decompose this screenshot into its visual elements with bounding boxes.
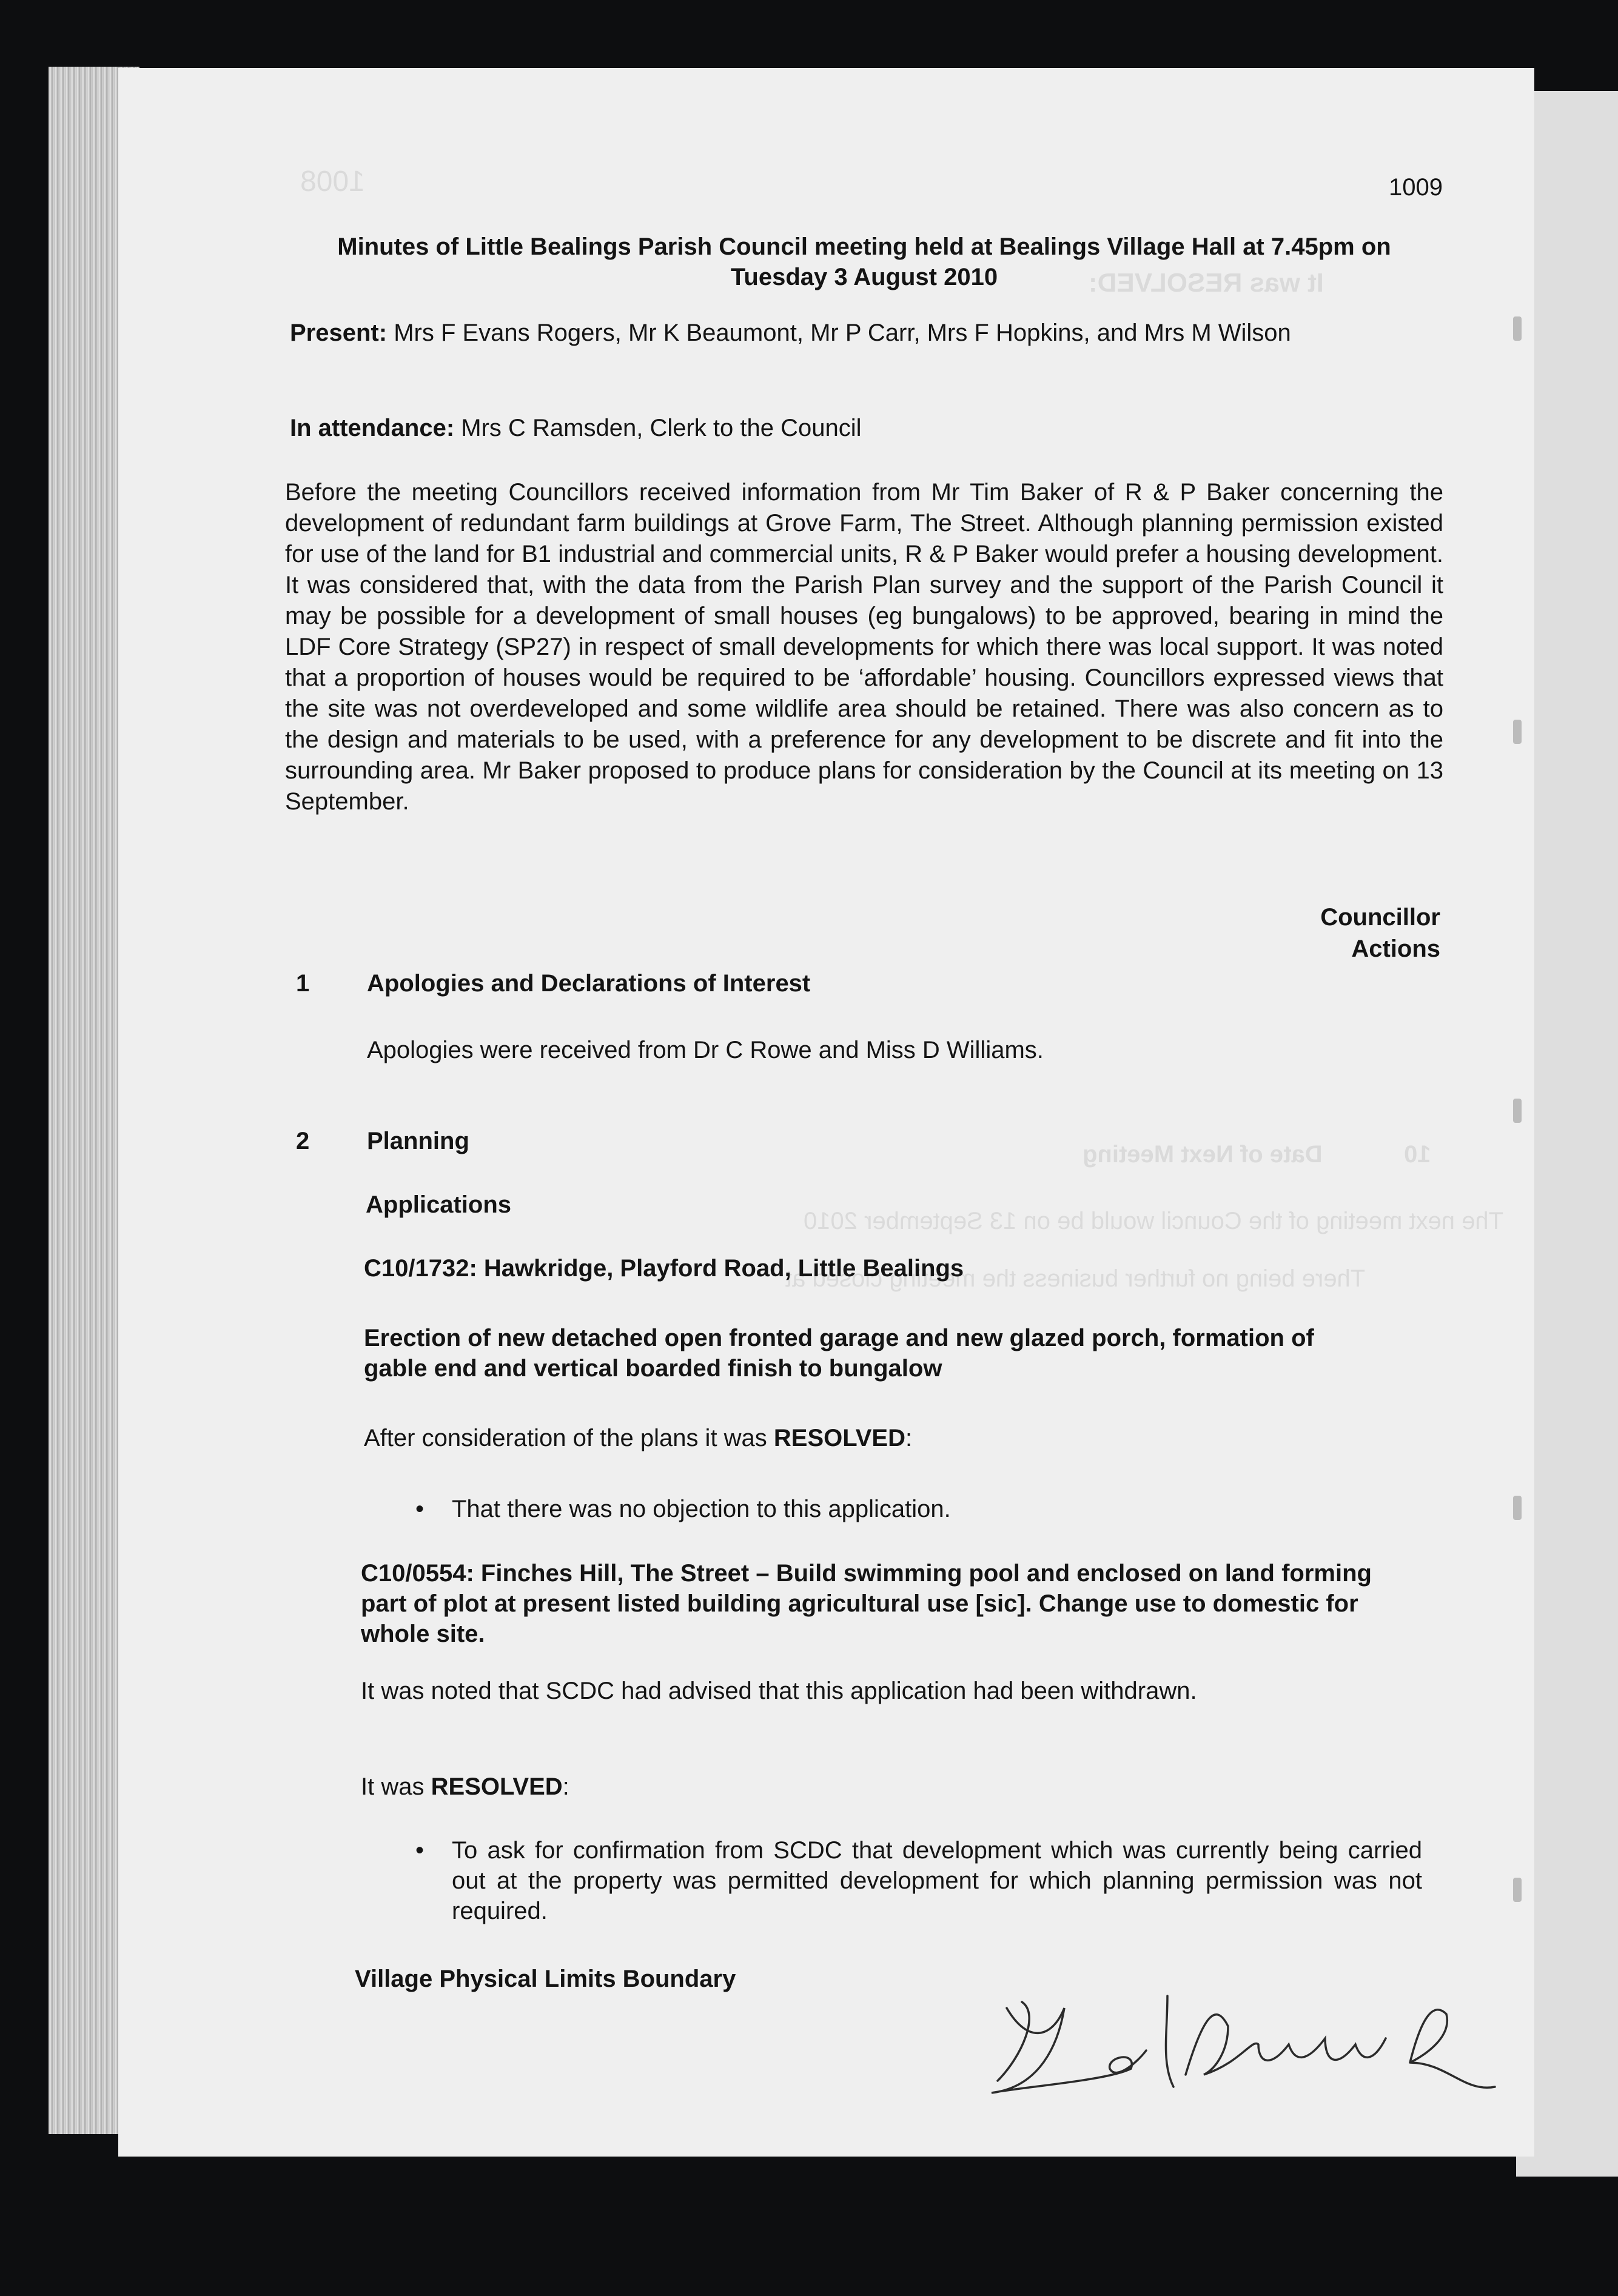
bullet-symbol: •	[415, 1837, 425, 1864]
resolution-prefix: It was	[361, 1773, 431, 1800]
resolution-suffix: :	[905, 1425, 913, 1451]
bullet-text: To ask for confirmation from SCDC that development which was currently being carried out at the property was permitted development for which planning permission was not required.	[452, 1837, 1422, 1924]
present-line	[290, 320, 1563, 347]
show-through-date-number: 10	[1404, 1141, 1431, 1168]
resolved-keyword: RESOLVED	[773, 1425, 905, 1451]
attendance-line	[290, 415, 1503, 442]
bullet-symbol: •	[415, 1496, 425, 1522]
application-1-reference: C10/1732: Hawkridge, Playford Road, Little Bealings	[364, 1255, 964, 1282]
binding-tab	[1513, 316, 1522, 341]
show-through-next-meeting: The next meeting of the Council would be on 13 September 2010	[804, 1208, 1504, 1234]
apologies-heading: Apologies and Declarations of Interest	[367, 970, 811, 997]
item-number-2: 2	[296, 1128, 310, 1154]
village-boundary-heading: Village Physical Limits Boundary	[355, 1966, 736, 1992]
present-names: Mrs F Evans Rogers, Mr K Beaumont, Mr P Carr, Mrs F Hopkins, and Mrs M Wilson	[394, 320, 1291, 346]
resolution-suffix: :	[562, 1773, 569, 1800]
attendance-label: In attendance:	[290, 415, 455, 441]
application-1-description: Erection of new detached open fronted garage and new glazed porch, formation of gable end and vertical boarded finish to bungalow	[364, 1325, 1314, 1382]
actions-heading-line2: Actions	[1351, 935, 1440, 962]
application-1-bullet	[415, 1494, 1301, 1524]
resolution-prefix: After consideration of the plans it was	[364, 1425, 774, 1451]
binding-tab	[1513, 1878, 1522, 1902]
binding-tab	[1513, 1496, 1522, 1520]
present-label: Present:	[290, 320, 388, 346]
application-2-bullet	[415, 1835, 1422, 1926]
document-page	[118, 68, 1534, 2157]
binding-tab	[1513, 720, 1522, 744]
binding-tab	[1513, 1099, 1522, 1123]
application-2-note: It was noted that SCDC had advised that this application had been withdrawn.	[361, 1678, 1197, 1704]
application-2-heading: C10/0554: Finches Hill, The Street – Build swimming pool and enclosed on land forming part of plot at present listed building agricultural use [sic]. Change use to domestic for whole site.	[361, 1560, 1372, 1647]
application-2-resolution-line	[361, 1772, 967, 1802]
show-through-page-number: 1008	[300, 166, 365, 198]
item-number-1: 1	[296, 970, 310, 997]
show-through-resolved: It was RESOLVED:	[1089, 268, 1324, 298]
apologies-text: Apologies were received from Dr C Rowe and Miss D Williams.	[367, 1037, 1044, 1063]
actions-heading-line1: Councillor	[1320, 904, 1440, 931]
applications-subheading: Applications	[366, 1191, 512, 1218]
application-1-resolution-line	[364, 1423, 1274, 1453]
resolved-keyword: RESOLVED	[431, 1773, 563, 1800]
councillor-actions-heading	[1258, 902, 1440, 965]
bullet-text: That there was no objection to this application.	[452, 1496, 951, 1522]
handwritten-signature	[985, 1990, 1604, 2099]
planning-heading: Planning	[367, 1128, 469, 1154]
signature-drawing	[985, 1990, 1604, 2099]
intro-paragraph: Before the meeting Councillors received information from Mr Tim Baker of R & P Baker concerning the development of redundant farm buildings at Grove Farm, The Street. Although planning permission existed for use of the land for B1 industrial and commercial units, R & P Baker would prefer a housing development. It was considered that, with the data from the Parish Plan survey and the support of the Parish Council it may be possible for a development of small houses (eg bungalows) to be approved, bearing in mind the LDF Core Strategy (SP27) in respect of small developments for which there was local support. It was noted that a proportion of houses would be required to be ‘affordable’ housing. Councillors expressed views that the site was not overdeveloped and some wildlife area should be retained. There was also concern as to the design and materials to be used, with a preference for any development to be discrete and fit into the surrounding area. Mr Baker proposed to produce plans for consideration by the Council at its meeting on 13 September.	[285, 479, 1443, 815]
show-through-date-heading: Date of Next Meeting	[1083, 1141, 1323, 1168]
attendance-names: Mrs C Ramsden, Clerk to the Council	[461, 415, 862, 441]
page-number: 1009	[1389, 174, 1443, 201]
show-through-closing: There being no further business the meeting closed at	[785, 1265, 1366, 1292]
minutes-title: Minutes of Little Bealings Parish Council meeting held at Bealings Village Hall at 7.45pm on Tuesday 3 August 2010	[337, 233, 1391, 290]
